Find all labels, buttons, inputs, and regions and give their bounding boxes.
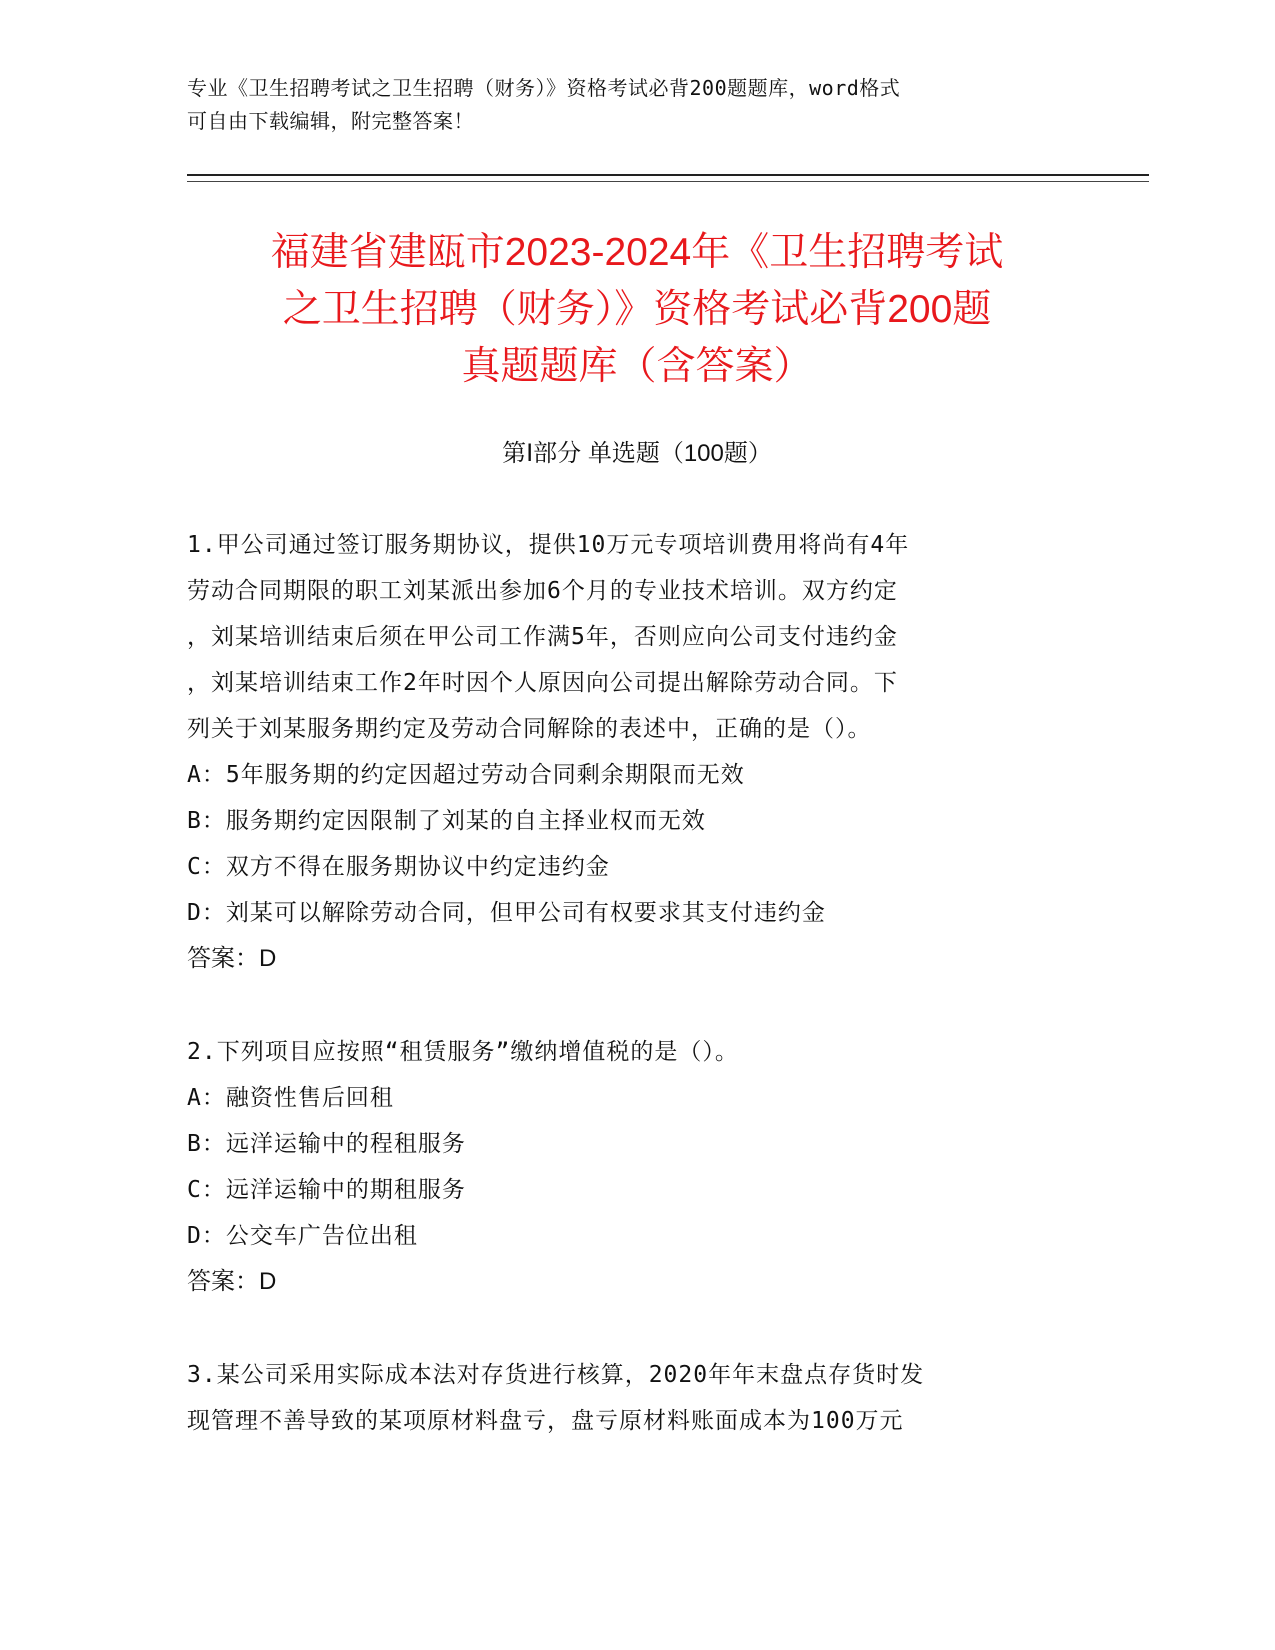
option-d: D：刘某可以解除劳动合同，但甲公司有权要求其支付违约金 bbox=[187, 900, 826, 926]
answer-line: 答案：D bbox=[187, 1268, 277, 1295]
question-stem-line: ，刘某培训结束后须在甲公司工作满5年，否则应向公司支付违约金 bbox=[187, 624, 898, 650]
document-title bbox=[187, 224, 1087, 395]
question-item bbox=[187, 1352, 1087, 1444]
option-b: B：服务期约定因限制了刘某的自主择业权而无效 bbox=[187, 808, 706, 834]
title-line: 真题题库（含答案） bbox=[461, 345, 813, 388]
question-item bbox=[187, 522, 1087, 982]
option-c: C：双方不得在服务期协议中约定违约金 bbox=[187, 854, 610, 880]
question-stem-line: 3.某公司采用实际成本法对存货进行核算，2020年年末盘点存货时发 bbox=[187, 1362, 925, 1388]
question-stem-line: 列关于刘某服务期约定及劳动合同解除的表述中，正确的是（）。 bbox=[187, 716, 872, 742]
option-a: A：5年服务期的约定因超过劳动合同剩余期限而无效 bbox=[187, 762, 745, 788]
question-spacer bbox=[187, 982, 1087, 1029]
title-line: 福建省建瓯市2023-2024年《卫生招聘考试 bbox=[270, 231, 1004, 274]
option-b: B：远洋运输中的程租服务 bbox=[187, 1131, 466, 1157]
question-stem-line: 1.甲公司通过签订服务期协议，提供10万元专项培训费用将尚有4年 bbox=[187, 532, 910, 558]
question-stem-line: 现管理不善导致的某项原材料盘亏，盘亏原材料账面成本为100万元 bbox=[187, 1408, 904, 1434]
question-item bbox=[187, 1029, 1087, 1305]
option-a: A：融资性售后回租 bbox=[187, 1085, 394, 1111]
header-note-line: 专业《卫生招聘考试之卫生招聘（财务）》资格考试必背200题题库，word格式 bbox=[187, 76, 901, 100]
header-divider-thick bbox=[187, 174, 1149, 176]
section-heading: 第Ⅰ部分 单选题（100题） bbox=[502, 440, 772, 467]
title-line: 之卫生招聘（财务）》资格考试必背200题 bbox=[282, 288, 992, 331]
header-note bbox=[187, 72, 1067, 138]
question-list bbox=[187, 522, 1087, 1444]
option-d: D：公交车广告位出租 bbox=[187, 1223, 418, 1249]
question-stem-line: 2.下列项目应按照“租赁服务”缴纳增值税的是（）。 bbox=[187, 1039, 739, 1065]
header-divider-thin bbox=[187, 181, 1149, 182]
answer-line: 答案：D bbox=[187, 945, 277, 972]
option-c: C：远洋运输中的期租服务 bbox=[187, 1177, 466, 1203]
question-stem-line: ，刘某培训结束工作2年时因个人原因向公司提出解除劳动合同。下 bbox=[187, 670, 898, 696]
header-note-line: 可自由下载编辑，附完整答案！ bbox=[187, 109, 474, 133]
question-stem-line: 劳动合同期限的职工刘某派出参加6个月的专业技术培训。双方约定 bbox=[187, 578, 898, 604]
question-spacer bbox=[187, 1305, 1087, 1352]
